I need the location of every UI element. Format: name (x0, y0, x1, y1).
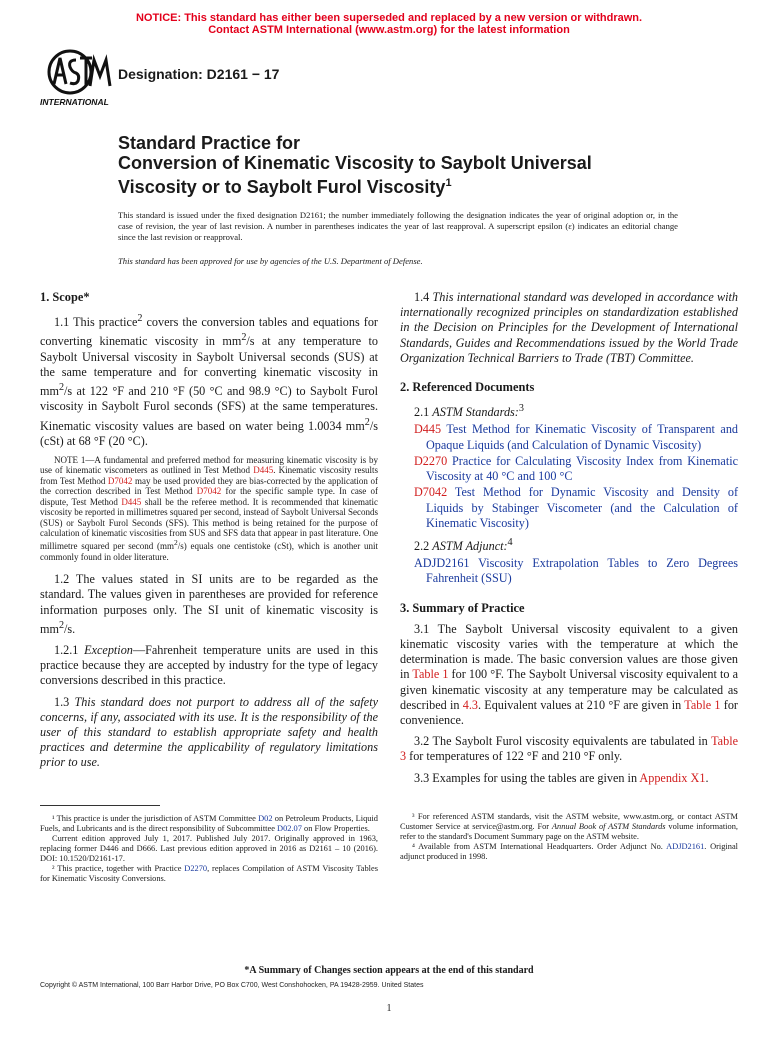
link-table-1[interactable]: Table 1 (412, 667, 449, 682)
footnote-4: ⁴ Available from ASTM International Headquarters. Order Adjunct No. ADJD2161. Original adjunct produced in 1998. (400, 841, 738, 861)
notice-line-2: Contact ASTM International (www.astm.org) for the latest information (208, 24, 570, 36)
astm-adjunct-label: 2.2 ASTM Adjunct:$^4$ (414, 536, 513, 553)
link-d445[interactable]: D445 (121, 496, 142, 507)
paragraph-3-2: 3.2 The Saybolt Furol viscosity equivalents are tabulated in Table 3 for temperatures of 122 °F and 210 °F only. (400, 734, 738, 764)
reference-title[interactable]: Practice for Calculating Viscosity Index from Kinematic Viscosity at 40 °C and 100 °C (426, 453, 738, 484)
footnotes-left (40, 805, 378, 884)
copyright-line: Copyright © ASTM International, 100 Barr Harbor Drive, PO Box C700, West Conshohocken, PA 19428-2959. United States (40, 982, 424, 989)
footnote-divider (40, 805, 160, 806)
section-heading-scope: 1. Scope* (40, 290, 90, 304)
designation: Designation: D2161 − 17 (118, 66, 280, 82)
paragraph-1-2-1: 1.2.1 Exception—Fahrenheit temperature units are used in this practice because they are accepted by industry for the type of legacy conversions described in this practice. (40, 643, 379, 688)
approval-statement: This standard has been approved for use by agencies of the U.S. Department of Defense. (118, 256, 423, 266)
page-number: 1 (386, 1003, 392, 1014)
paragraph-3-1: 3.1 The Saybolt Universal viscosity equivalent to a given kinematic viscosity varies with the temperature at which the determination is made. The basic conversion values are those given in Table 1 for 100 °F. The Saybolt Universal viscosity equivalent to a given kinematic viscosity at any temperature may be calculated as described in 4.3. Equivalent values at 210 °F are given in Table 1 for convenience. (400, 621, 738, 727)
preamble: This standard is issued under the fixed designation D2161; the number immediately following the designation indicates the year of original adoption or, in the case of revision, the year of last revision. A number in parentheses indicates the year of last reapproval. A superscript epsilon (ε) indicates an editorial change since the last revision or reapproval. (118, 210, 678, 242)
reference-d445 (400, 422, 738, 452)
footnote-1-edition: Current edition approved July 1, 2017. Published July 2017. Originally approved in 1963, replacing former D446 and D666. Last previous edition approved in 2016 as D2161 – 10 (2016). DOI: 10.1520/D2161-17. (40, 833, 378, 863)
footnote-1: ¹ This practice is under the jurisdiction of ASTM Committee D02 on Petroleum Products, Liquid Fuels, and Lubricants and is the direct responsibility of Subcommittee D02.07 on Flow Properties. (40, 813, 378, 833)
note-1: NOTE 1—A fundamental and preferred method for measuring kinematic viscosity is by use of kinematic viscometers as outlined in Test Method D445. Kinematic viscosity results from Test Method D7042 may be used provided they are bias-corrected by the application of the correction described in Test Method D7042 for the specific sample type. In case of dispute, Test Method D445 shall be the referee method. It is recommended that kinematic viscosity be reported in millimetres squared per second, instead of Saybolt Universal Seconds (SUS) or Saybolt Furol Seconds (SFS). This method is being retained for the purpose of calculation of kinematic viscosities from SUS and SFS data that appear in past literature. One millimetre squared per second $(mm^2/s)$ equals one centistoke (cSt), which is another unit commonly found in older literature. (40, 455, 378, 562)
reference-adjd2161 (400, 556, 738, 586)
link-d02-07[interactable]: D02.07 (277, 823, 302, 833)
link-d445[interactable]: D445 (253, 465, 274, 476)
link-table-3[interactable]: Table 3 (400, 734, 738, 764)
logo-label: INTERNATIONAL (40, 97, 109, 107)
right-column (400, 290, 738, 862)
reference-title[interactable]: Test Method for Kinematic Viscosity of Transparent and Opaque Liquids (and Calculation of Dynamic Viscosity) (426, 422, 739, 452)
summary-of-changes-note: *A Summary of Changes section appears at the end of this standard (244, 965, 534, 976)
link-d2270[interactable]: D2270 (414, 453, 448, 468)
link-d7042[interactable]: D7042 (107, 475, 133, 486)
footnote-3: ³ For referenced ASTM standards, visit the ASTM website, www.astm.org, or contact ASTM Customer Service at service@astm.org. For Annual Book of ASTM Standards volume information, refer to the standard's Document Summary page on the ASTM website. (400, 811, 738, 841)
astm-standards-label: 2.1 ASTM Standards:$^3$ (414, 403, 524, 420)
link-appendix-x1[interactable]: Appendix X1 (639, 770, 706, 785)
paragraph-1-1: 1.1 This practice$^2$ covers the conversion tables and equations for converting kinematic viscosity in $mm^2/s$ at any temperature to Saybolt Universal viscosity in Saybolt Universal seconds (SUS) at the same temperature and for converting kinematic viscosity in $mm^2/s$ at 122 °F and 210 °F (50 °C and 98.9 °C) to Saybolt Furol viscosity in Saybolt Furol seconds (SFS) at the same temperatures. Kinematic viscosity values are based on water being 1.0034 $mm^2/s$ (cSt) at 68 °F (20 °C). (40, 313, 378, 448)
notice-line-1: NOTICE: This standard has either been superseded and replaced by a new version or withdrawn. (135, 12, 643, 24)
link-d2270[interactable]: D2270 (184, 863, 208, 873)
title-line-3: Viscosity or to Saybolt Furol Viscosity$^1$ (118, 177, 452, 197)
link-adjd2161[interactable]: ADJD2161 Viscosity Extrapolation Tables to Zero Degrees Fahrenheit (SSU) (414, 556, 738, 586)
document-title (118, 133, 718, 197)
link-d02[interactable]: D02 (258, 813, 273, 823)
astm-logo-icon (40, 46, 112, 108)
link-d445[interactable]: D445 (414, 422, 442, 437)
link-adjd2161[interactable]: ADJD2161 (666, 841, 705, 851)
title-line-1: Standard Practice for (118, 133, 301, 153)
section-heading-summary: 3. Summary of Practice (400, 600, 525, 615)
reference-d2270 (400, 454, 738, 484)
link-section-4-3[interactable]: 4.3 (462, 697, 478, 712)
section-heading-referenced: 2. Referenced Documents (400, 380, 535, 395)
link-d7042[interactable]: D7042 (196, 486, 222, 497)
link-table-1[interactable]: Table 1 (684, 697, 721, 712)
footnotes-right (400, 812, 738, 862)
paragraph-1-4: 1.4 This international standard was developed in accordance with internationally recognized principles on standardization established in the Decision on Principles for the Development of International Standards, Guides and Recommendations issued by the World Trade Organization Technical Barriers to Trade (TBT) Committee. (400, 290, 738, 365)
notice-banner (0, 12, 778, 36)
link-d7042[interactable]: D7042 (414, 485, 448, 500)
title-line-2: Conversion of Kinematic Viscosity to Saybolt Universal (118, 153, 592, 173)
title-footnote-ref[interactable]: 1 (445, 177, 452, 189)
left-column (40, 290, 378, 884)
paragraph-1-3: 1.3 This standard does not purport to address all of the safety concerns, if any, associated with its use. It is the responsibility of the user of this standard to establish appropriate safety and health practices and determine the applicability of regulatory limitations prior to use. (40, 694, 378, 770)
footnote-2: ² This practice, together with Practice D2270, replaces Compilation of ASTM Viscosity Tables for Kinematic Viscosity Conversions. (40, 863, 378, 883)
reference-title[interactable]: Test Method for Dynamic Viscosity and Density of Liquids by Stabinger Viscometer (and the Calculation of Kinematic Viscosity) (426, 485, 738, 530)
reference-d7042 (400, 485, 738, 531)
paragraph-3-3: 3.3 Examples for using the tables are given in Appendix X1. (414, 770, 709, 785)
paragraph-1-2: 1.2 The values stated in SI units are to be regarded as the standard. The values given in parentheses are provided for reference information purposes only. The SI unit of kinematic viscosity is $mm^2/s$. (40, 572, 378, 636)
